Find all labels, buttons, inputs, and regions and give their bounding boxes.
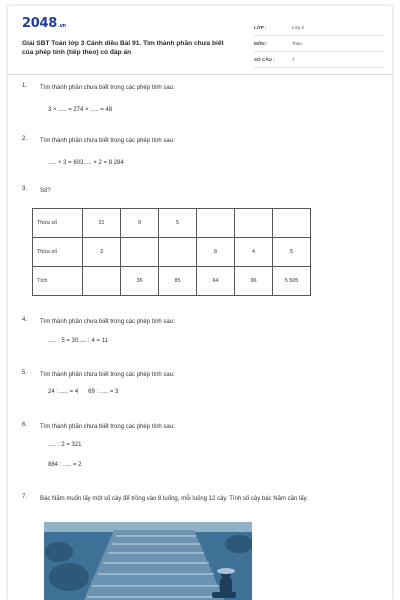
meta-value: Lớp 3 xyxy=(292,25,304,30)
meta-key: SỐ CÂU : xyxy=(254,57,275,62)
row-label: Thừa số xyxy=(33,209,83,238)
table-cell: 9 xyxy=(121,209,159,238)
meta-row-subject xyxy=(254,38,384,52)
meta-row-count xyxy=(254,54,384,68)
meta-key: MÔN : xyxy=(254,41,268,46)
question-4-expression: ..... : 5 = 30..... : 4 = 11 xyxy=(48,338,108,344)
table-cell: 85 xyxy=(159,267,197,296)
meta-value: 7 xyxy=(292,57,295,62)
question-text: Số? xyxy=(40,188,51,194)
question-number: 6. xyxy=(22,422,28,428)
table-cell: 31 xyxy=(83,209,121,238)
table-cell: 64 xyxy=(197,267,235,296)
meta-key: LỚP : xyxy=(254,25,267,30)
table-cell: 36 xyxy=(121,267,159,296)
table-cell xyxy=(121,238,159,267)
row-label: Thừa số xyxy=(33,238,83,267)
meta-panel xyxy=(254,22,384,70)
question-number: 5. xyxy=(22,370,28,376)
table-cell xyxy=(159,238,197,267)
question-text: Tìm thành phần chưa biết trong các phép tính sau: xyxy=(40,372,175,378)
question-text: Tìm thành phần chưa biết trong các phép tính sau: xyxy=(40,424,175,430)
question-number: 4. xyxy=(22,317,28,323)
table-cell: 5 xyxy=(159,209,197,238)
question-text: Tìm thành phần chưa biết trong các phép tính sau: xyxy=(40,138,175,144)
question-1-expression: 3 × ..... = 274 × ..... = 48 xyxy=(48,107,113,113)
question-2-expression: ..... × 3 = 603..... × 2 = 8 284 xyxy=(48,160,124,166)
table-cell xyxy=(83,267,121,296)
table-cell: 3 xyxy=(83,238,121,267)
header-divider xyxy=(8,74,392,75)
meta-value: Toán xyxy=(292,41,302,46)
site-logo[interactable] xyxy=(22,16,66,31)
meta-row-grade xyxy=(254,22,384,36)
table-cell: 4 xyxy=(235,238,273,267)
question-number: 2. xyxy=(22,136,28,142)
garden-illustration xyxy=(44,522,252,600)
question-number: 3. xyxy=(22,186,28,192)
document-title: Giải SBT Toán lớp 3 Cánh diều Bài 91. Tìm thành phần chưa biết của phép tính (tiếp theo) có đáp án xyxy=(22,40,224,56)
table-cell: 96 xyxy=(235,267,273,296)
table-cell xyxy=(235,209,273,238)
question-6-expression-b: 884 : ..... = 2 xyxy=(48,462,82,468)
question-5-expression: 24 : ..... = 4 69 : ..... = 3 xyxy=(48,389,119,395)
table-cell: 5 505 xyxy=(273,267,311,296)
table-row xyxy=(33,267,311,296)
table-cell xyxy=(273,209,311,238)
document-page xyxy=(8,6,392,600)
logo-suffix: .vn xyxy=(57,23,66,29)
multiplication-table xyxy=(32,208,311,296)
table-cell: 8 xyxy=(197,238,235,267)
table-row xyxy=(33,209,311,238)
question-text: Tìm thành phần chưa biết trong các phép tính sau: xyxy=(40,319,175,325)
table-cell: 5 xyxy=(273,238,311,267)
logo-text: 2048 xyxy=(22,16,57,31)
question-text: Bác Năm muốn lấy một số cây để trồng vào 8 luống, mỗi luống 12 cây. Tính số cây bác Năm cần lấy. xyxy=(40,496,308,502)
table-cell xyxy=(197,209,235,238)
question-number: 7. xyxy=(22,494,28,500)
question-number: 1. xyxy=(22,83,28,89)
row-label: Tích xyxy=(33,267,83,296)
question-6-expression-a: ..... : 2 = 321 xyxy=(48,442,82,448)
table-row xyxy=(33,238,311,267)
question-text: Tìm thành phần chưa biết trong các phép tính sau: xyxy=(40,85,175,91)
garden-illustration-svg xyxy=(44,522,252,600)
